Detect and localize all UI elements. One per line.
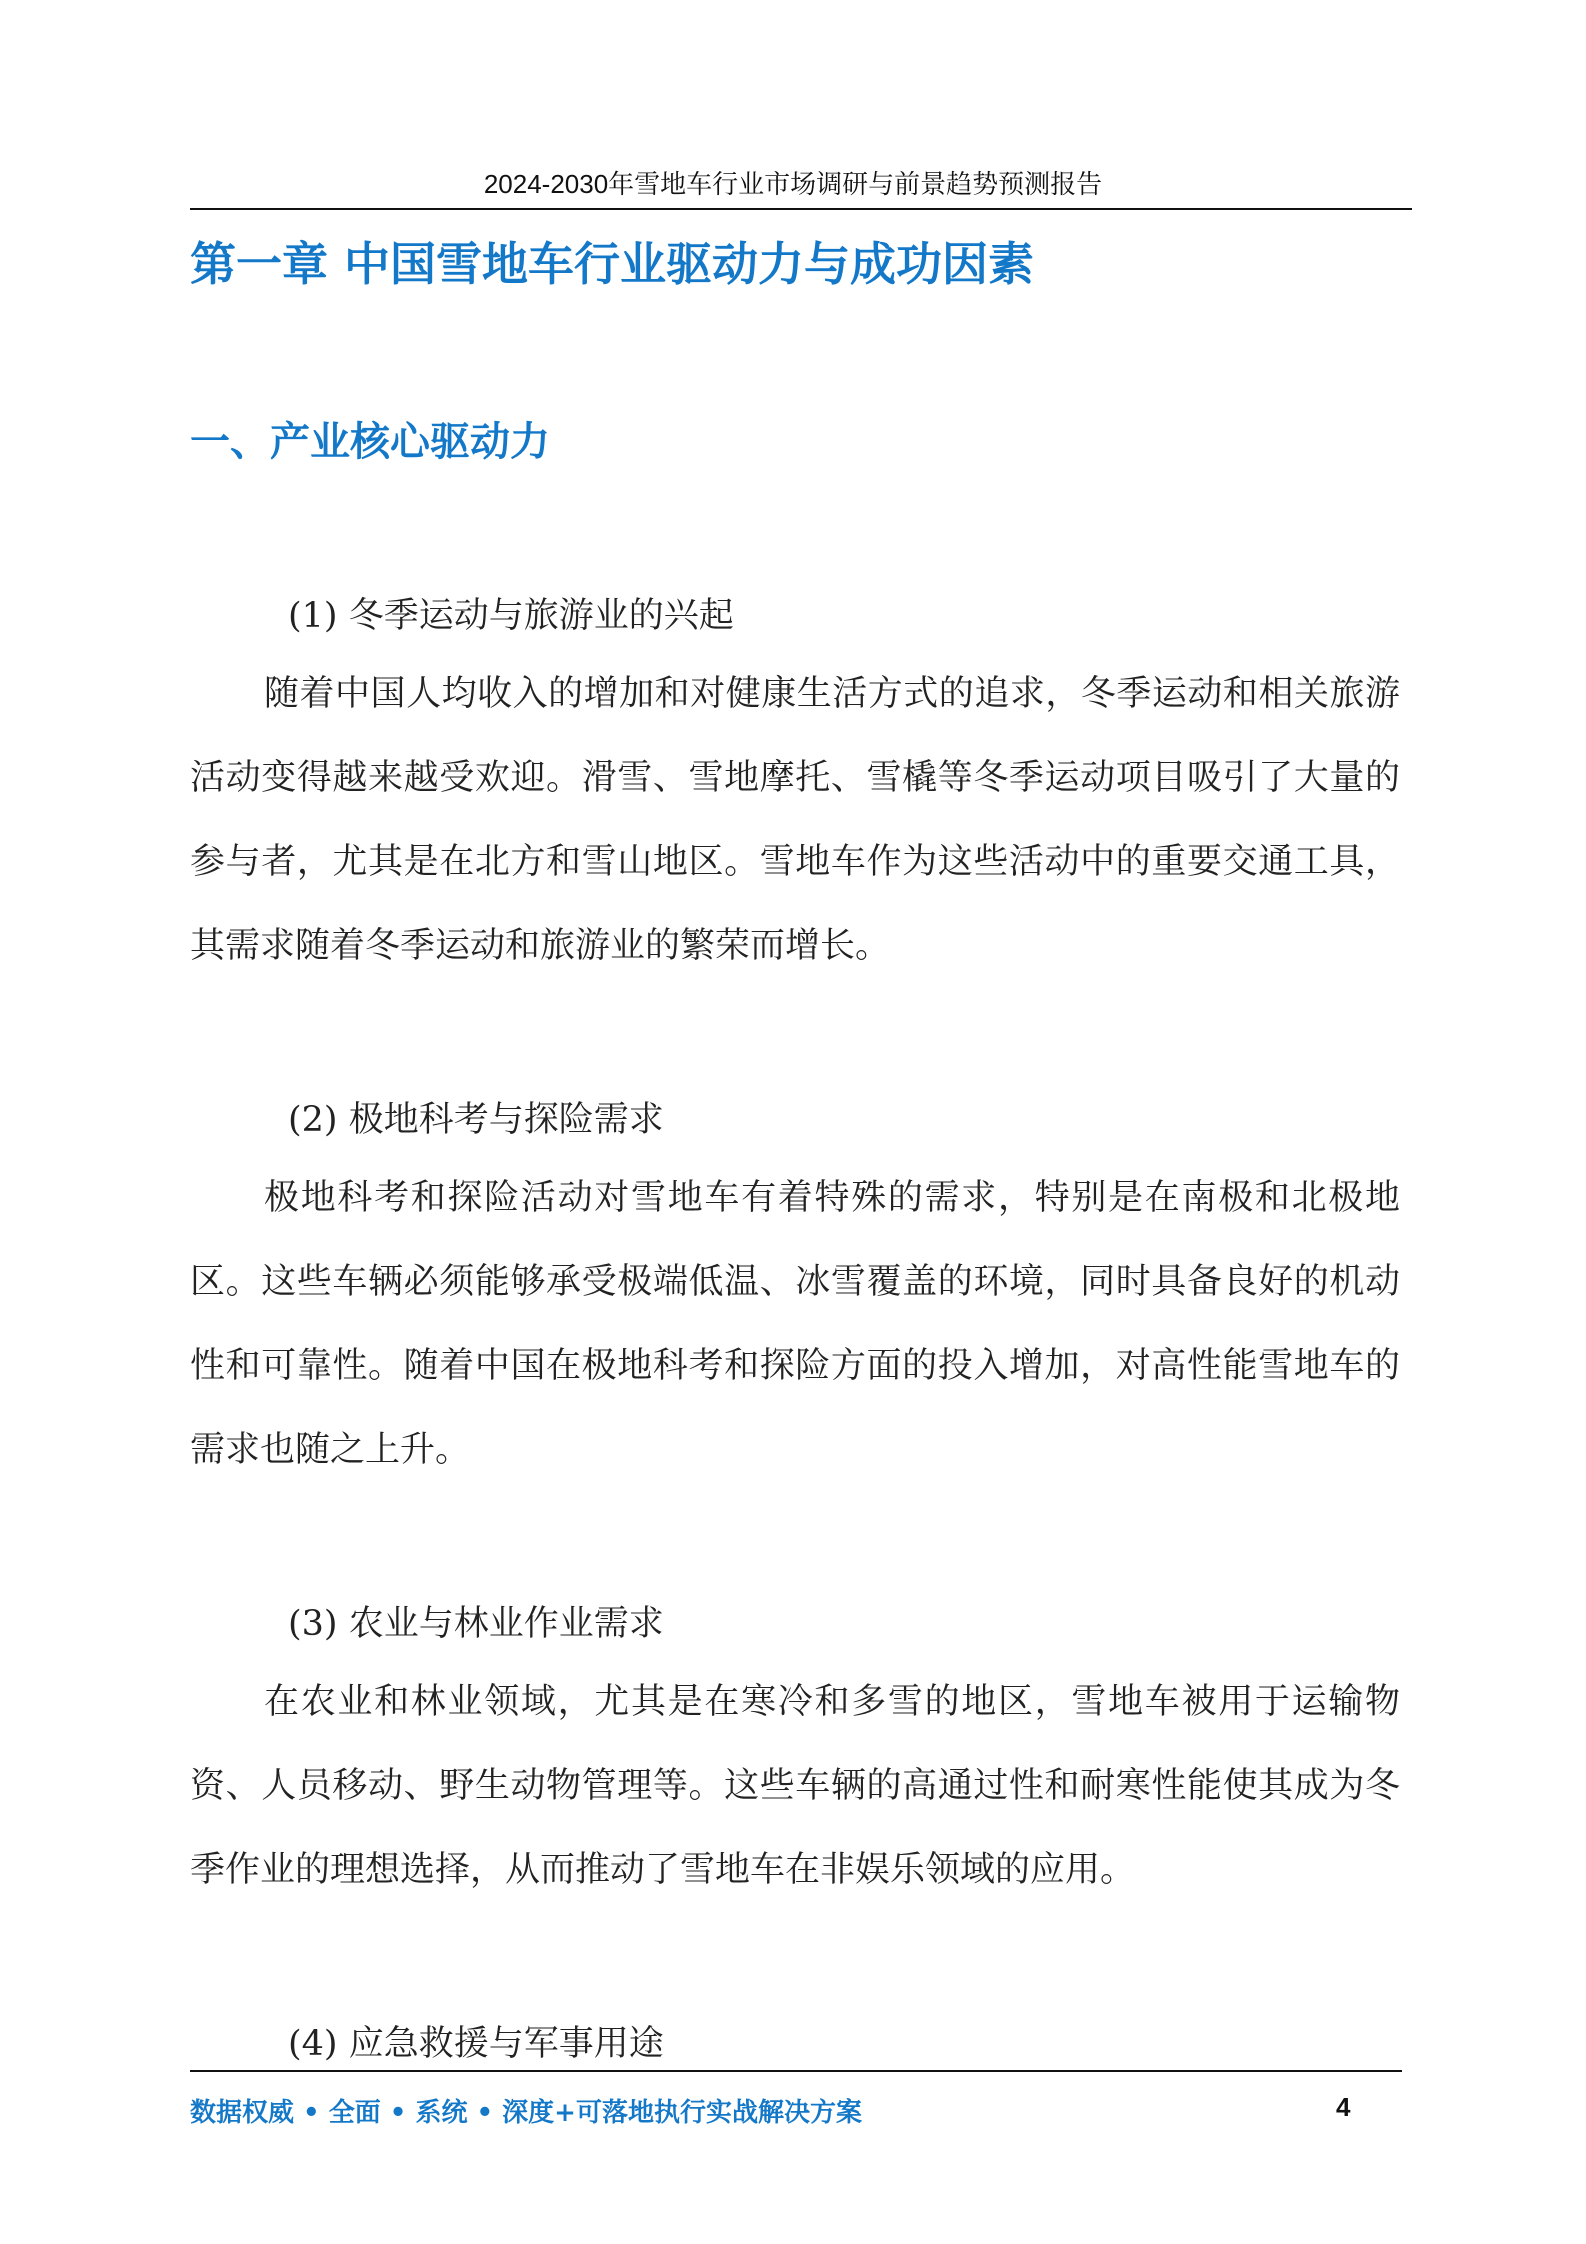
subsection-heading: (2) 极地科考与探险需求 [288,1100,664,1140]
footer-slogan: 数据权威 • 全面 • 系统 • 深度+可落地执行实战解决方案 [190,2098,862,2128]
subsection-heading: (3) 农业与林业作业需求 [288,1604,664,1644]
subsection-paragraph: 极地科考和探险活动对雪地车有着特殊的需求，特别是在南极和北极地区。这些车辆必须能够承受极端低温、冰雪覆盖的环境，同时具备良好的机动性和可靠性。随着中国在极地科考和探险方面的投入增加，对高性能雪地车的需求也随之上升。 [190,1178,1400,1470]
chapter-title: 第一章 中国雪地车行业驱动力与成功因素 [190,237,1035,291]
subsection-heading: (1) 冬季运动与旅游业的兴起 [288,596,734,636]
section-title: 一、产业核心驱动力 [190,419,550,465]
header-divider [190,208,1412,210]
page-number: 4 [1336,2092,1351,2122]
footer-divider [190,2070,1402,2072]
report-title: 2024-2030年雪地车行业市场调研与前景趋势预测报告 [483,169,1103,199]
subsection-heading: (4) 应急救援与军事用途 [288,2024,664,2064]
subsection-paragraph: 随着中国人均收入的增加和对健康生活方式的追求，冬季运动和相关旅游活动变得越来越受欢迎。滑雪、雪地摩托、雪橇等冬季运动项目吸引了大量的参与者，尤其是在北方和雪山地区。雪地车作为这些活动中的重要交通工具，其需求随着冬季运动和旅游业的繁荣而增长。 [190,674,1400,966]
subsection-paragraph: 在农业和林业领域，尤其是在寒冷和多雪的地区，雪地车被用于运输物资、人员移动、野生动物管理等。这些车辆的高通过性和耐寒性能使其成为冬季作业的理想选择，从而推动了雪地车在非娱乐领域的应用。 [190,1682,1400,1890]
